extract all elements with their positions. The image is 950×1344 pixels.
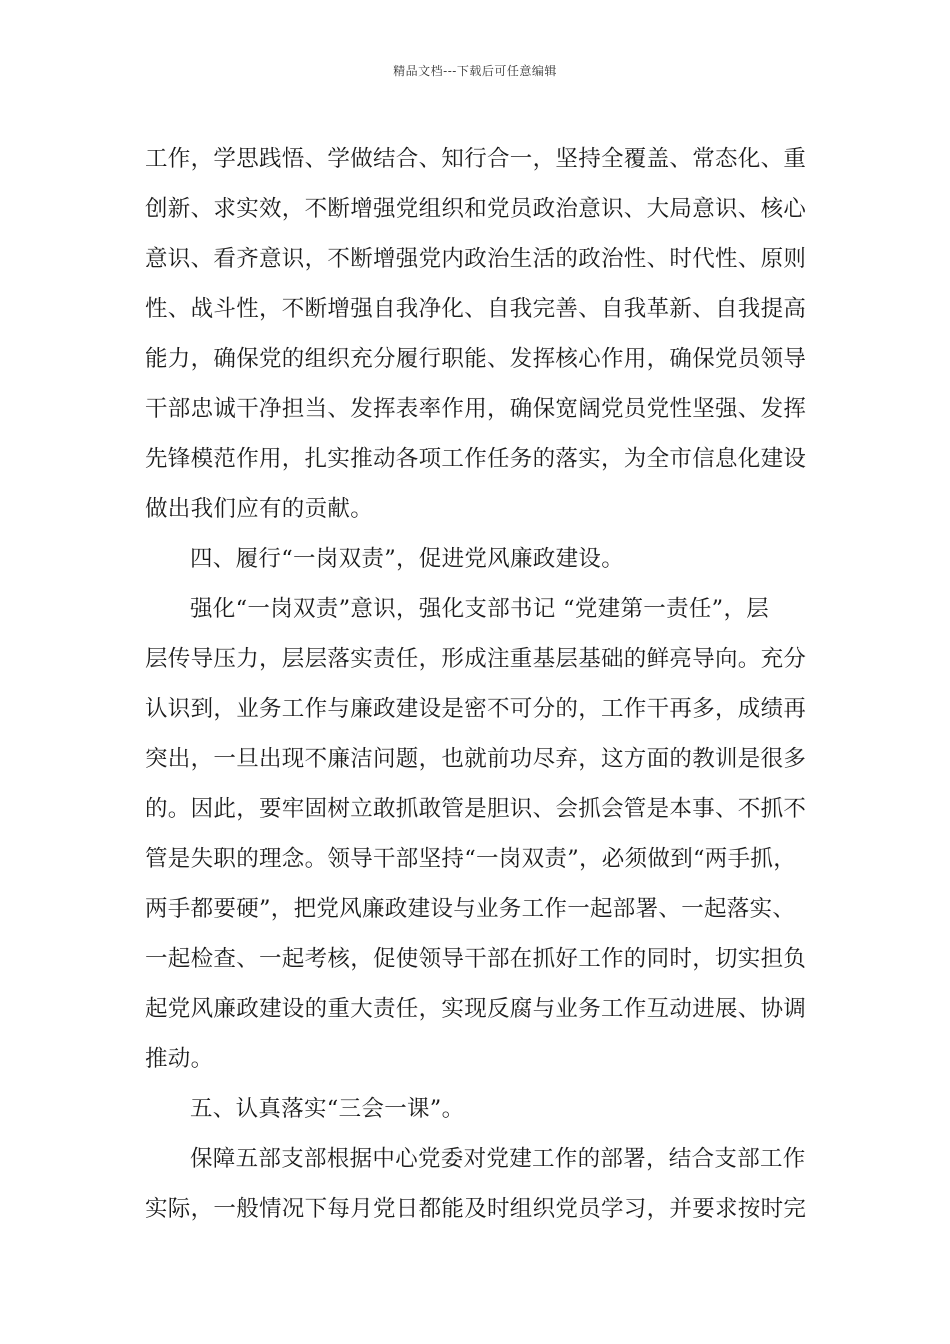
text-line: 一起检查、一起考核，促使领导干部在抓好工作的同时，切实担负 [145, 946, 807, 972]
paragraph [145, 584, 810, 1084]
text-line: 起党风廉政建设的重大责任，实现反腐与业务工作互动进展、协调 [145, 996, 807, 1022]
heading-line: 四、履行“一岗双责”，促进党风廉政建设。 [190, 546, 625, 572]
text-line: 能力，确保党的组织充分履行职能、发挥核心作用，确保党员领导 [145, 346, 807, 372]
text-line: 干部忠诚干净担当、发挥表率作用，确保宽阔党员党性坚强、发挥 [145, 396, 807, 422]
text-line: 强化“一岗双责”意识，强化支部书记 “党建第一责任”，层 [190, 596, 770, 622]
text-line: 性、战斗性，不断增强自我净化、自我完善、自我革新、自我提高 [145, 296, 807, 322]
text-line: 认识到，业务工作与廉政建设是密不可分的，工作干再多，成绩再 [145, 696, 807, 722]
text-line: 层传导压力，层层落实责任，形成注重基层基础的鲜亮导向。充分 [145, 646, 807, 672]
text-line: 的。因此，要牢固树立敢抓敢管是胆识、会抓会管是本事、不抓不 [145, 796, 807, 822]
text-line: 工作，学思践悟、学做结合、知行合一，坚持全覆盖、常态化、重 [145, 146, 807, 172]
text-line: 推动。 [145, 1046, 214, 1072]
page-header: 精品文档---下载后可任意编辑 [393, 64, 557, 78]
text-line: 意识、看齐意识，不断增强党内政治生活的政治性、时代性、原则 [145, 246, 807, 272]
text-line: 创新、求实效，不断增强党组织和党员政治意识、大局意识、核心 [145, 196, 807, 222]
text-line: 保障五部支部根据中心党委对党建工作的部署，结合支部工作 [190, 1146, 806, 1172]
paragraph [145, 134, 810, 534]
text-line: 做出我们应有的贡献。 [145, 496, 374, 522]
heading-line: 五、认真落实“三会一课”。 [190, 1096, 465, 1122]
text-line: 实际，一般情况下每月党日都能及时组织党员学习，并要求按时完 [145, 1196, 807, 1222]
text-line: 先锋模范作用，扎实推动各项工作任务的落实，为全市信息化建设 [145, 446, 807, 472]
section-heading [145, 534, 810, 584]
text-line: 突出，一旦出现不廉洁问题，也就前功尽弃，这方面的教训是很多 [145, 746, 807, 772]
section-heading [145, 1084, 810, 1134]
text-line: 两手都要硬”，把党风廉政建设与业务工作一起部署、一起落实、 [145, 896, 796, 922]
text-line: 管是失职的理念。领导干部坚持“一岗双责”，必须做到“两手抓， [145, 846, 797, 872]
document-body [145, 134, 810, 1234]
paragraph [145, 1134, 810, 1234]
